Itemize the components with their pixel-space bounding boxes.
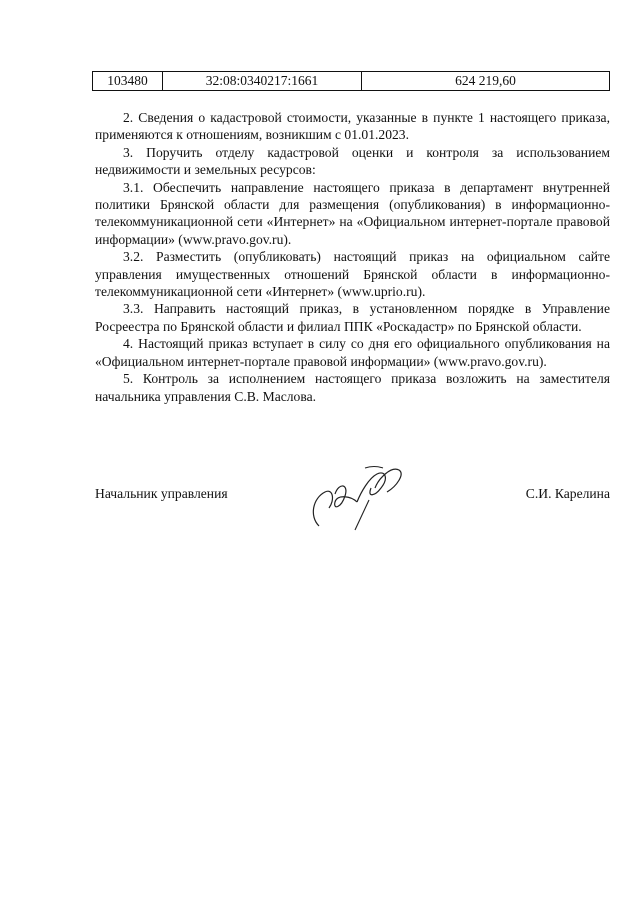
paragraph-3-3: 3.3. Направить настоящий приказ, в установленном порядке в Управление Росреестра по Брянской области и филиал ППК «Роскадастр» по Брянской области.: [95, 301, 610, 334]
paragraph-3: 3. Поручить отделу кадастровой оценки и контроля за использованием недвижимости и земельных ресурсов:: [95, 144, 610, 178]
paragraph-5: 5. Контроль за исполнением настоящего приказа возложить на заместителя начальника управления С.В. Маслова.: [95, 371, 610, 404]
signatory-name: С.И. Карелина: [525, 486, 610, 501]
paragraph-3-2: 3.2. Разместить (опубликовать) настоящий приказ на официальном сайте управления имущественных отношений Брянской области в информационно-телекоммуникационной сети «Интернет» (www.uprio.ru).: [95, 249, 610, 300]
document-body: [95, 109, 610, 405]
paragraph-2: 2. Сведения о кадастровой стоимости, указанные в пункте 1 настоящего приказа, применяются к отношениям, возникшим с 01.01.2023.: [95, 110, 610, 143]
handwritten-signature: [305, 458, 415, 538]
table-cell-number: 103480: [93, 72, 163, 90]
table-cell-cadastral-number: 32:08:0340217:1661: [163, 72, 362, 90]
cadastral-table-row: [92, 71, 610, 91]
table-cell-cadastral-value: 624 219,60: [455, 73, 516, 88]
signatory-title: Начальник управления: [95, 486, 228, 501]
paragraph-3-1: 3.1. Обеспечить направление настоящего приказа в департамент внутренней политики Брянской области для размещения (опубликования) в информационно-телекоммуникационной сети «Интернет» на «Официальном интернет-портале правовой информации» (www.pravo.gov.ru).: [95, 179, 610, 247]
paragraph-4: 4. Настоящий приказ вступает в силу со дня его официального опубликования на «Официальном интернет-портале правовой информации» (www.pravo.gov.ru).: [95, 336, 610, 369]
